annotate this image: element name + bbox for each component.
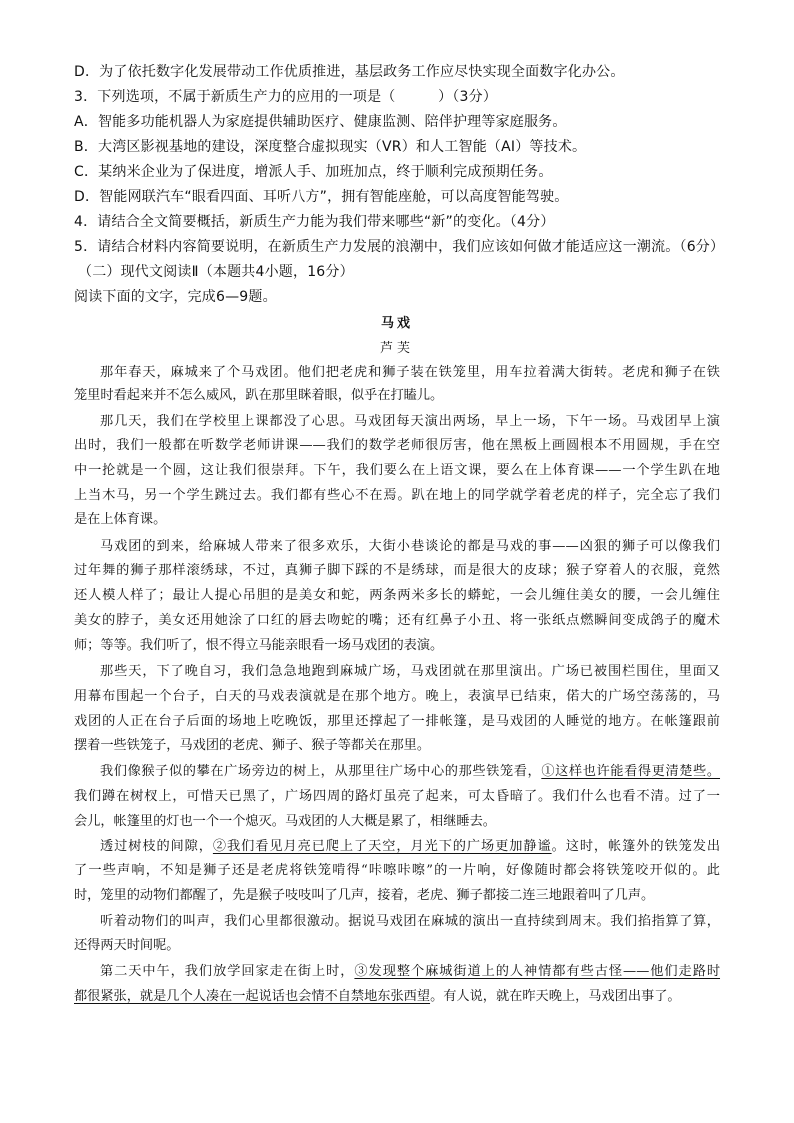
paragraph-4-line-4: 摆着一些铁笼子，马戏团的老虎、狮子、猴子等都关在那里。 (74, 738, 431, 753)
paragraph-3-line-2: 过年舞的狮子那样滚绣球，不过，真狮子脚下踩的不是绣球，而是很大的皮球；猴子穿着人的衣服，竟然 (74, 563, 720, 578)
article-title: 马戏 (380, 316, 413, 331)
paragraph-4-line-2: 用幕布围起一个台子，白天的马戏表演就是在那个地方。晚上，表演早已结束，偌大的广场空荡荡的，马 (74, 689, 720, 704)
paragraph-5-line-3: 会儿，帐篷里的灯也一个一个熄灭。马戏团的人大概是累了，相继睡去。 (74, 814, 496, 829)
paragraph-4-line-3: 戏团的人正在台子后面的场地上吃晚饭，那里还撑起了一排帐篷，是马戏团的人睡觉的地方。在帐篷跟前 (74, 714, 720, 729)
q3-option-a: A．智能多功能机器人为家庭提供辅助医疗、健康监测、陪伴护理等家庭服务。 (74, 114, 567, 130)
paragraph-8-line-1 (100, 963, 720, 981)
paragraph-6-lead: 透过树枝的间隙， (100, 839, 213, 854)
q4-question: 4．请结合全文简要概括，新质生产力能为我们带来哪些“新”的变化。（4分） (74, 214, 555, 230)
paragraph-8-lead: 第二天中午，我们放学回家走在街上时， (100, 964, 355, 979)
paragraph-6-line-1 (100, 838, 720, 856)
paragraph-2-line-1: 那几天，我们在学校里上课都没了心思。马戏团每天演出两场，早上一场，下午一场。马戏团早上演 (100, 414, 720, 429)
paragraph-5-line-2: 我们蹲在树杈上，可惜天已黑了，广场四周的路灯虽亮了起来，可太昏暗了。我们什么也看不清。过了一 (74, 789, 720, 804)
underlined-sentence-3-cont: 都很紧张，就是几个人凑在一起说话也会情不自禁地东张西望 (74, 989, 431, 1004)
q3-stem: 3．下列选项，不属于新质生产力的应用的一项是（ ）（3分） (74, 89, 498, 105)
paragraph-2-line-3: 中一抡就是一个圆，这让我们很崇拜。下午，我们要么在上语文课，要么在上体育课——一个学生趴在地 (74, 463, 720, 478)
paragraph-7-line-2: 还得两天时间呢。 (74, 938, 180, 953)
paragraph-3-line-3: 还人模人样了；最让人提心吊胆的是美女和蛇，两条两米多长的蟒蛇，一会儿缠住美女的腰，一会儿缠住 (74, 588, 720, 603)
paragraph-1-line-2: 笼里时看起来并不怎么威风，趴在那里眯着眼，似乎在打瞌儿。 (74, 388, 444, 403)
q3-option-d: D．智能网联汽车“眼看四面、耳听八方”，拥有智能座舱，可以高度智能驾驶。 (74, 189, 569, 205)
q3-option-c: C．某纳米企业为了保进度，增派人手、加班加点，终于顺利完成预期任务。 (74, 164, 553, 180)
underlined-sentence-2: ②我们看见月亮已爬上了天空，月光下的广场更加静谧 (212, 839, 552, 854)
paragraph-1-line-1: 那年春天，麻城来了个马戏团。他们把老虎和狮子装在铁笼里，用车拉着满大街转。老虎和狮子在铁 (100, 365, 720, 380)
paragraph-8-tail: 。有人说，就在昨天晚上，马戏团出事了。 (430, 989, 681, 1004)
q3-option-b: B．大湾区影视基地的建设，深度整合虚拟现实（VR）和人工智能（AI）等技术。 (74, 139, 587, 155)
section-heading: （二）现代文阅读Ⅱ（本题共4小题，16分） (78, 264, 354, 280)
q2-option-d: D．为了依托数字化发展带动工作优质推进，基层政务工作应尽快实现全面数字化办公。 (74, 64, 625, 80)
paragraph-3-line-1: 马戏团的到来，给麻城人带来了很多欢乐，大街小巷谈论的都是马戏的事——凶狠的狮子可以像我们 (100, 539, 720, 554)
paragraph-2-line-4: 上当木马，另一个学生跳过去。我们都有些心不在焉。趴在地上的同学就学着老虎的样子，完全忘了我们 (74, 488, 720, 503)
paragraph-3-line-4: 美女的脖子，美女还用她涂了口红的唇去吻蛇的嘴；还有红鼻子小丑、将一张纸点燃瞬间变成鸽子的魔术 (74, 613, 720, 628)
paragraph-3-line-5: 师；等等。我们听了，恨不得立马能亲眼看一场马戏团的表演。 (74, 638, 444, 653)
underlined-sentence-1: ①这样也许能看得更清楚些。 (541, 764, 721, 779)
paragraph-4-line-1: 那些天，下了晚自习，我们急急地跑到麻城广场，马戏团就在那里演出。广场已被围栏围住，里面又 (100, 664, 720, 679)
paragraph-6-line-3: 时，笼里的动物们都醒了，先是猴子吱吱叫了几声，接着，老虎、狮子都接二连三地跟着叫了几声。 (74, 888, 655, 903)
paragraph-6-tail: 。这时，帐篷外的铁笼发出 (551, 839, 721, 854)
paragraph-2-line-5: 是在上体育课。 (74, 512, 167, 527)
article-author: 芦芙 (379, 341, 414, 356)
paragraph-5-lead: 我们像猴子似的攀在广场旁边的树上，从那里往广场中心的那些铁笼看， (100, 764, 542, 779)
paragraph-5-line-1 (100, 763, 720, 781)
paragraph-8-line-2 (74, 988, 720, 1006)
paragraph-2-line-2: 出时，我们一般都在听数学老师讲课——我们的数学老师很厉害，他在黑板上画圆根本不用圆规，手在空 (74, 438, 720, 453)
section-instruction: 阅读下面的文字，完成6—9题。 (74, 289, 277, 305)
underlined-sentence-3: ③发现整个麻城街道上的人神情都有些古怪——他们走路时 (354, 964, 721, 979)
paragraph-6-line-2: 了一些声响，不知是狮子还是老虎将铁笼啃得“咔嚓咔嚓”的一片响，好像随时都会将铁笼咬开似的。此 (74, 863, 720, 878)
q5-question: 5．请结合材料内容简要说明，在新质生产力发展的浪潮中，我们应该如何做才能适应这一潮流。（6分） (74, 239, 725, 255)
paragraph-7-line-1: 听着动物们的叫声，我们心里都很激动。据说马戏团在麻城的演出一直持续到周末。我们掐指算了算， (100, 914, 720, 929)
